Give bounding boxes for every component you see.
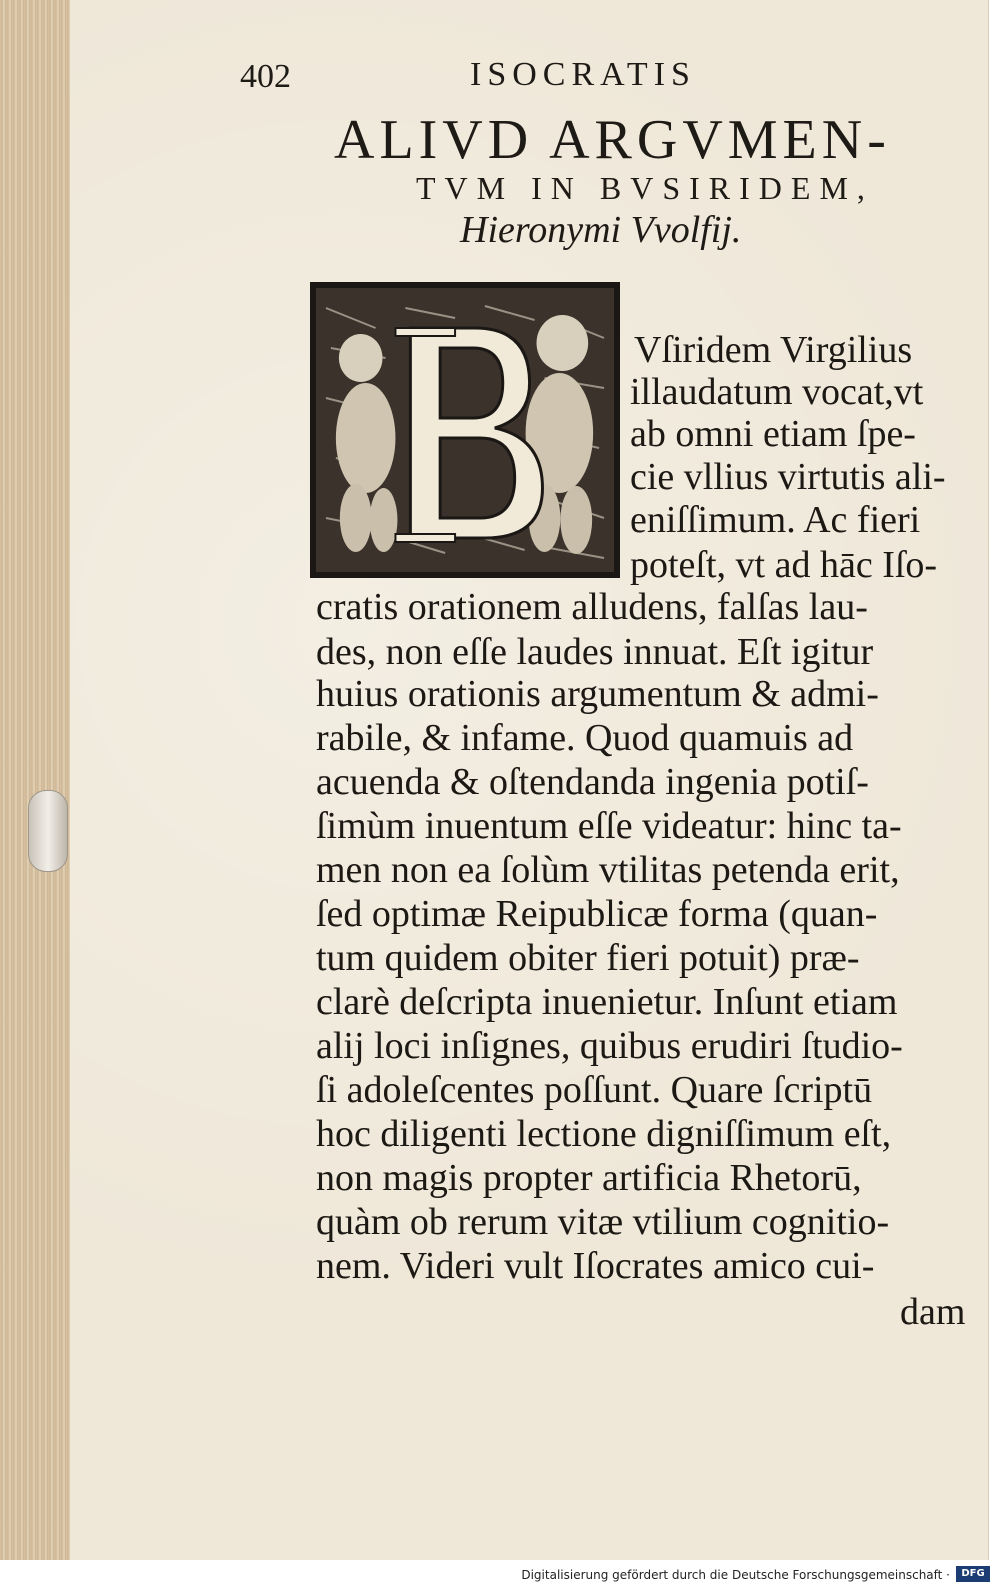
text-line: ſed optimæ Reipublicæ forma (quan- [316, 893, 878, 935]
text-line: ſi adoleſcentes poſſunt. Quare ſcriptū [316, 1069, 873, 1111]
dfg-logo: DFG [956, 1566, 990, 1582]
text-line: alij loci inſignes, quibus erudiri ſtudio- [316, 1025, 903, 1067]
title-line-1: ALIVD ARGVMEN- [334, 109, 891, 171]
text-line: poteſt, vt ad hāc Iſo- [630, 544, 938, 586]
text-line: illaudatum vocat,vt [630, 371, 924, 413]
text-line: quàm ob rerum vitæ vtilium cognitio- [316, 1201, 890, 1243]
text-line: ab omni etiam ſpe- [630, 413, 916, 455]
text-line: cie vllius virtutis ali- [630, 456, 946, 498]
text-line: acuenda & oſtendanda ingenia potiſ- [316, 761, 869, 803]
text-line: huius orationis argumentum & admi- [316, 673, 879, 715]
text-line: nem. Videri vult Iſocrates amico cui- [316, 1245, 875, 1287]
page-header [240, 52, 800, 102]
text-line: cratis orationem alludens, falſas lau- [316, 586, 868, 628]
text-line: ſimùm inuentum eſſe videatur: hinc ta- [316, 805, 902, 847]
text-line: clarè deſcripta inuenietur. Inſunt etiam [316, 981, 898, 1023]
text-line: eniſſimum. Ac fieri [630, 499, 921, 541]
text-line: men non ea ſolùm vtilitas petenda erit, [316, 849, 900, 891]
footer-credit: Digitalisierung gefördert durch die Deutsche Forschungsgemeinschaft · [521, 1568, 950, 1582]
page-number: 402 [240, 58, 291, 95]
title-line-2: TVM IN BVSIRIDEM, [416, 170, 874, 206]
catchword: dam [900, 1291, 966, 1333]
running-title: ISOCRATIS [470, 56, 696, 93]
text-line: hoc diligenti lectione digniſſimum eſt, [316, 1113, 892, 1155]
text-line: rabile, & infame. Quod quamuis ad [316, 717, 854, 759]
text-line: Vſiridem Virgilius [634, 329, 913, 371]
text-line: non magis propter artificia Rhetorū, [316, 1157, 862, 1199]
woodcut-initial-icon [316, 288, 614, 572]
title-line-3: Hieronymi Vvolfij. [460, 209, 742, 251]
text-line: tum quidem obiter fieri potuit) præ- [316, 937, 860, 979]
book-edge [0, 0, 72, 1560]
page-clip [28, 790, 68, 872]
footer-bar [0, 1560, 1000, 1592]
decorated-initial [310, 282, 620, 578]
text-line: des, non eſſe laudes innuat. Eſt igitur [316, 631, 874, 673]
